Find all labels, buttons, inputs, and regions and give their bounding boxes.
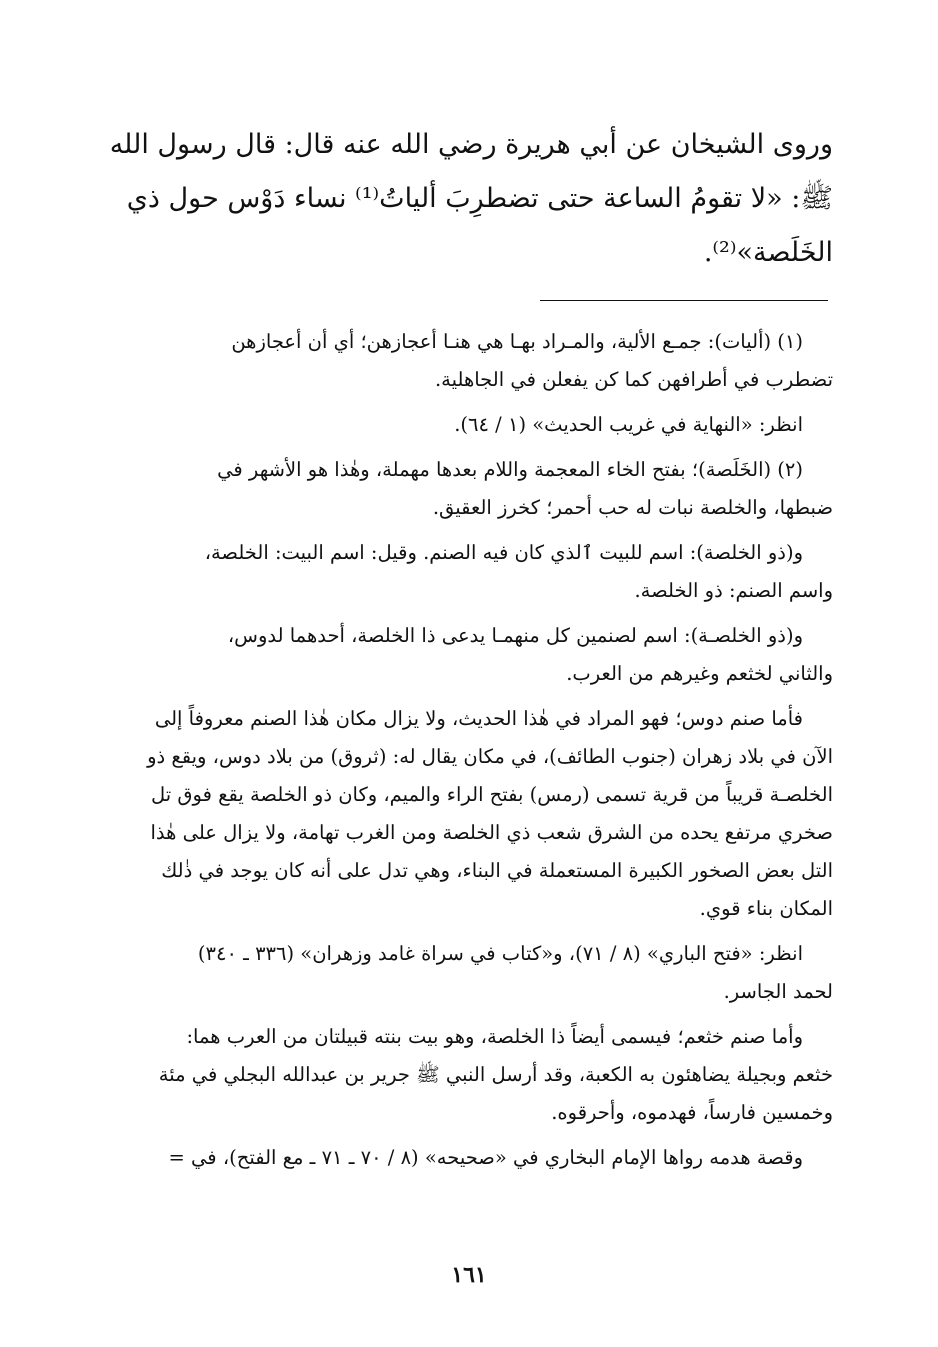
footnote-paragraph (105, 700, 833, 928)
footnote-separator (540, 300, 828, 301)
footnotes-section (105, 323, 833, 1184)
footnote-line: (٢) (الخَلَصة)؛ بفتح الخاء المعجمة واللام بعدها مهملة، وهٰذا هو الأشهر في (217, 458, 803, 481)
footnote-line: و(ذو الخلصة): اسم للبيت ٱلذي كان فيه الصنم. وقيل: اسم البيت: الخلصة، (204, 541, 803, 564)
footnote-line: التل بعض الصخور الكبيرة المستعملة في البناء، وهي تدل على أنه كان يوجد في ذٰلك (161, 859, 833, 882)
footnote-paragraph (105, 534, 833, 610)
footnote-line: ضبطها، والخلصة نبات له حب أحمر؛ كخرز العقيق. (432, 496, 833, 519)
footnote-paragraph (105, 617, 833, 693)
footnote-line: وقصة هدمه رواها الإمام البخاري في «صحيحه» (٨ / ٧٠ ـ ٧١ ـ مع الفتح)، في = (168, 1146, 803, 1169)
footnote-line: و(ذو الخلصـة): اسم لصنمين كل منهمـا يدعى ذا الخلصة، أحدهما لدوس، (227, 624, 803, 647)
main-text-line: ﷺ: «لا تقومُ الساعة حتى تضطرِبَ ألياتُ⁽¹⁾ نساء دَوْس حول ذي (126, 183, 833, 214)
main-text-line: الخَلَصة»⁽²⁾. (703, 237, 833, 268)
footnote-2 (105, 451, 833, 527)
footnote-paragraph (105, 1018, 833, 1132)
footnote-line: وأما صنم خثعم؛ فيسمى أيضاً ذا الخلصة، وهو بيت بنته قبيلتان من العرب هما: (186, 1025, 803, 1048)
footnote-line: صخري مرتفع يحده من الشرق شعب ذي الخلصة ومن الغرب تهامة، ولا يزال على هٰذا (150, 821, 833, 844)
footnote-line: (١) (أليات): جمـع الألية، والمـراد بهـا هي هنـا أعجازهن؛ أي أن أعجازهن (231, 330, 803, 353)
footnote-line: الخلصـة قريباً من قرية تسمى (رمس) بفتح الراء والميم، وكان ذو الخلصة يقع فوق تل (150, 783, 833, 806)
footnote-1 (105, 323, 833, 399)
footnote-line: خثعم وبجيلة يضاهئون به الكعبة، وقد أرسل النبي ﷺ جرير بن عبدالله البجلي في مئة (158, 1063, 833, 1086)
footnote-line: تضطرب في أطرافهن كما كن يفعلن في الجاهلية. (434, 368, 833, 391)
footnote-line: فأما صنم دوس؛ فهو المراد في هٰذا الحديث، ولا يزال مكان هٰذا الصنم معروفاً إلى (154, 707, 803, 730)
footnote-line: والثاني لخثعم وغيرهم من العرب. (566, 662, 833, 685)
footnote-line: الآن في بلاد زهران (جنوب الطائف)، في مكان يقال له: (ثروق) من بلاد دوس، ويقع ذو (147, 745, 833, 768)
footnote-line: لحمد الجاسر. (723, 980, 833, 1003)
footnote-line: انظر: «النهاية في غريب الحديث» (١ / ٦٤). (454, 413, 803, 436)
main-text-line: وروى الشيخان عن أبي هريرة رضي الله عنه قال: قال رسول الله (109, 129, 833, 160)
footnote-reference (105, 935, 833, 1011)
footnote-line: انظر: «فتح الباري» (٨ / ٧١)، و«كتاب في سراة غامد وزهران» (٣٣٦ ـ ٣٤٠) (197, 942, 803, 965)
main-hadith-text (103, 118, 833, 280)
footnote-line: واسم الصنم: ذو الخلصة. (634, 579, 833, 602)
footnote-line: المكان بناء قوي. (699, 897, 833, 920)
footnote-reference (105, 406, 833, 444)
page-number: ١٦١ (451, 1262, 487, 1288)
footnote-paragraph (105, 1139, 833, 1177)
footnote-line: وخمسين فارساً، فهدموه، وأحرقوه. (551, 1101, 833, 1124)
